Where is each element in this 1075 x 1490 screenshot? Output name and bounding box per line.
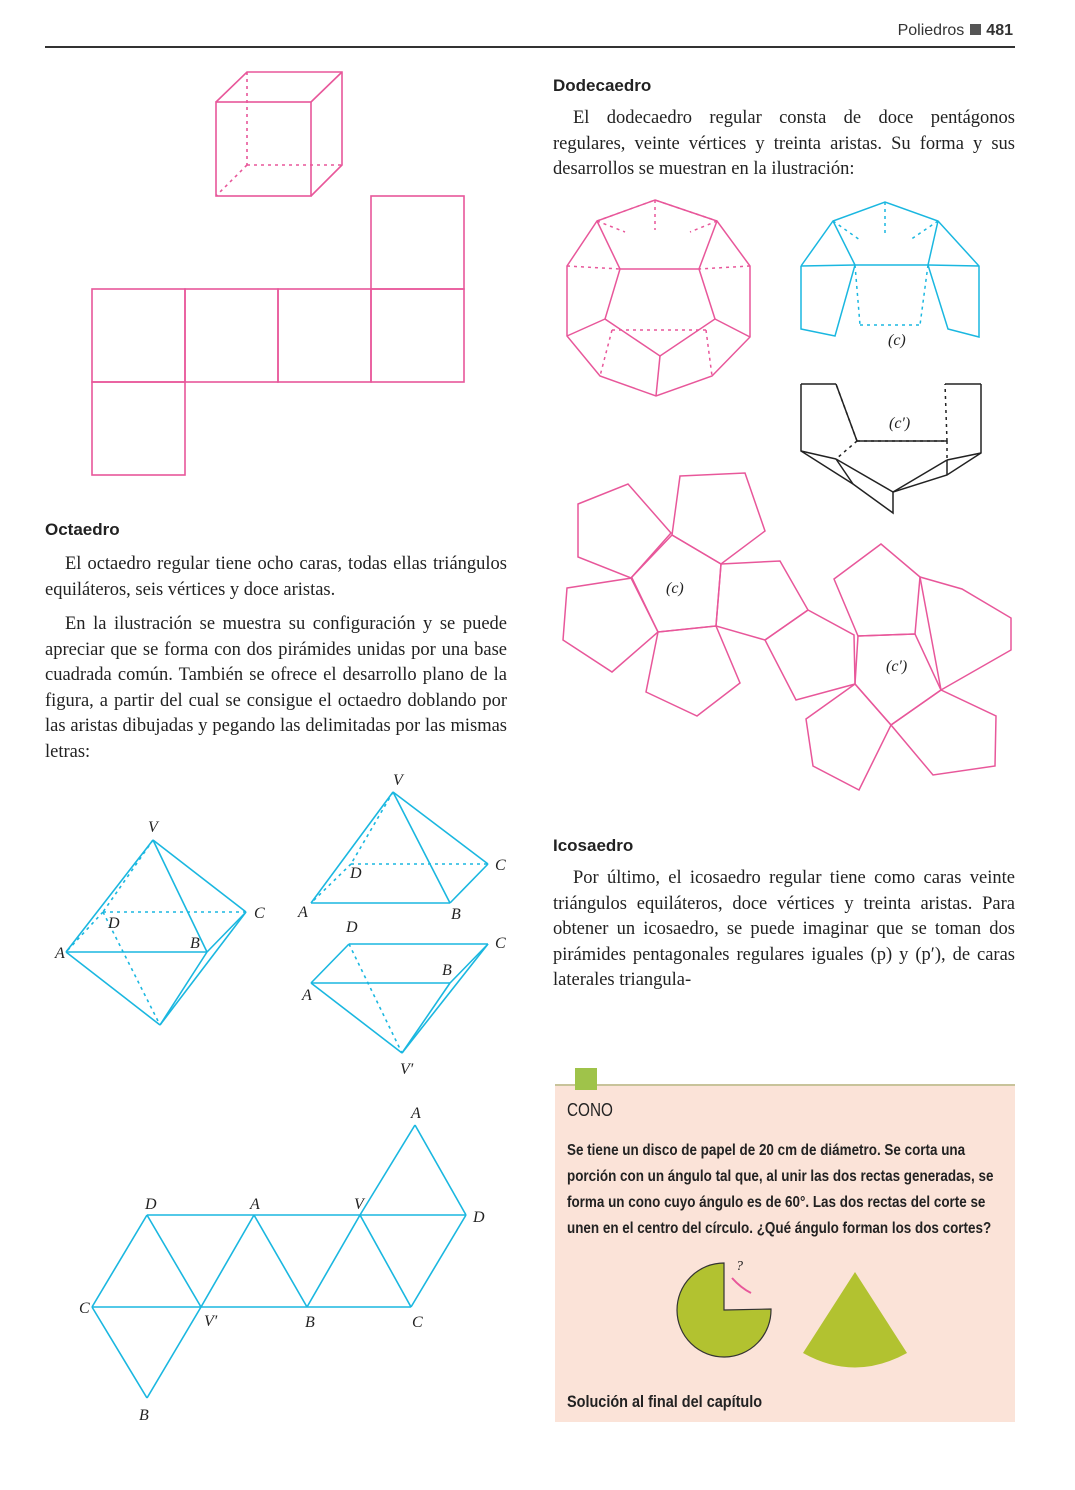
net-label-Vp: V′ [204,1313,218,1330]
octaedro-paragraph-1: El octaedro regular tiene ocho caras, todas ellas triángulos equiláteros, seis vértices y doce aristas. [45,554,507,600]
dodecahedron-figure [567,200,750,396]
net-label-B1: B [305,1314,315,1331]
icosaedro-paragraph: Por último, el icosaedro regular tiene como caras veinte triángulos equiláteros, doce vértices y treinta aristas. Para obtener un icosaedro, se puede imaginar que se toman dos pirámides pentagonales regulares iguales (p) y (p′), de caras laterales triangula- [553,868,1015,990]
dodecahedron-net [563,473,1011,790]
page-number: 481 [986,22,1013,39]
label-c-top: (c) [888,332,906,349]
up-label-C: C [495,857,506,874]
octaedro-paragraph-2: En la ilustración se muestra su configuración y se puede apreciar que se forma con dos pirámides unidas por una base cuadrada común. También se ofrece el desarrollo plano de la figura, a partir del cual se consigue el octaedro doblando por las aristas dibujadas y pegando las delimitadas por las mismas letras: [45,614,507,762]
low-label-C: C [495,935,506,952]
low-label-D: D [346,919,358,936]
oct-label-B: B [190,935,200,952]
low-label-B: B [442,962,452,979]
cono-problem-text: Se tiene un disco de papel de 20 cm de diámetro. Se corta una porción con un ángulo tal que, al unir las dos rectas generadas, se forma un cono cuyo ángulo es de 60°. Las dos rectas del corte se unen en el centro del círculo. ¿Qué ángulo forman los dos cortes? [567,1142,994,1237]
half-dodecahedron-cprime [801,384,981,513]
icosaedro-heading: Icosaedro [553,836,634,855]
upper-pyramid [311,792,488,903]
net-label-A2: A [411,1105,421,1122]
up-label-B: B [451,906,461,923]
disc-question-mark: ? [736,1259,743,1274]
net-label-B2: B [139,1407,149,1424]
label-c-net: (c) [666,580,684,597]
octaedro-heading: Octaedro [45,520,120,539]
up-label-D: D [350,865,362,882]
net-label-V: V [354,1196,364,1213]
net-label-D1: D [145,1196,157,1213]
cube-net [92,196,464,475]
section-name: Poliedros [897,22,965,39]
net-label-A1: A [250,1196,260,1213]
net-label-C2: C [412,1314,423,1331]
low-label-Vp: V′ [400,1061,414,1078]
oct-label-A: A [55,945,65,962]
label-cprime-top: (c′) [889,415,911,432]
dodecaedro-paragraph: El dodecaedro regular consta de doce pentágonos regulares, veinte vértices y treinta aristas. Su forma y sus desarrollos se muestran en la ilustración: [553,108,1015,179]
lower-pyramid [311,944,488,1053]
half-dodecahedron-c [801,202,979,337]
oct-label-C: C [254,905,265,922]
net-label-C1: C [79,1300,90,1317]
dodecaedro-heading: Dodecaedro [553,76,652,95]
octahedron-net [92,1125,466,1398]
oct-label-V: V [148,819,158,836]
octahedron-figure [66,840,246,1025]
low-label-A: A [302,987,312,1004]
cone [803,1272,907,1368]
cut-disc [677,1259,771,1357]
net-label-D2: D [473,1209,485,1226]
label-cprime-net: (c′) [886,658,908,675]
up-label-A: A [298,904,308,921]
cono-solution-note: Solución al final del capítulo [567,1392,763,1411]
cono-title: CONO [567,1100,613,1120]
up-label-V: V [393,772,403,789]
cube-figure [216,72,342,196]
oct-label-D: D [108,915,120,932]
